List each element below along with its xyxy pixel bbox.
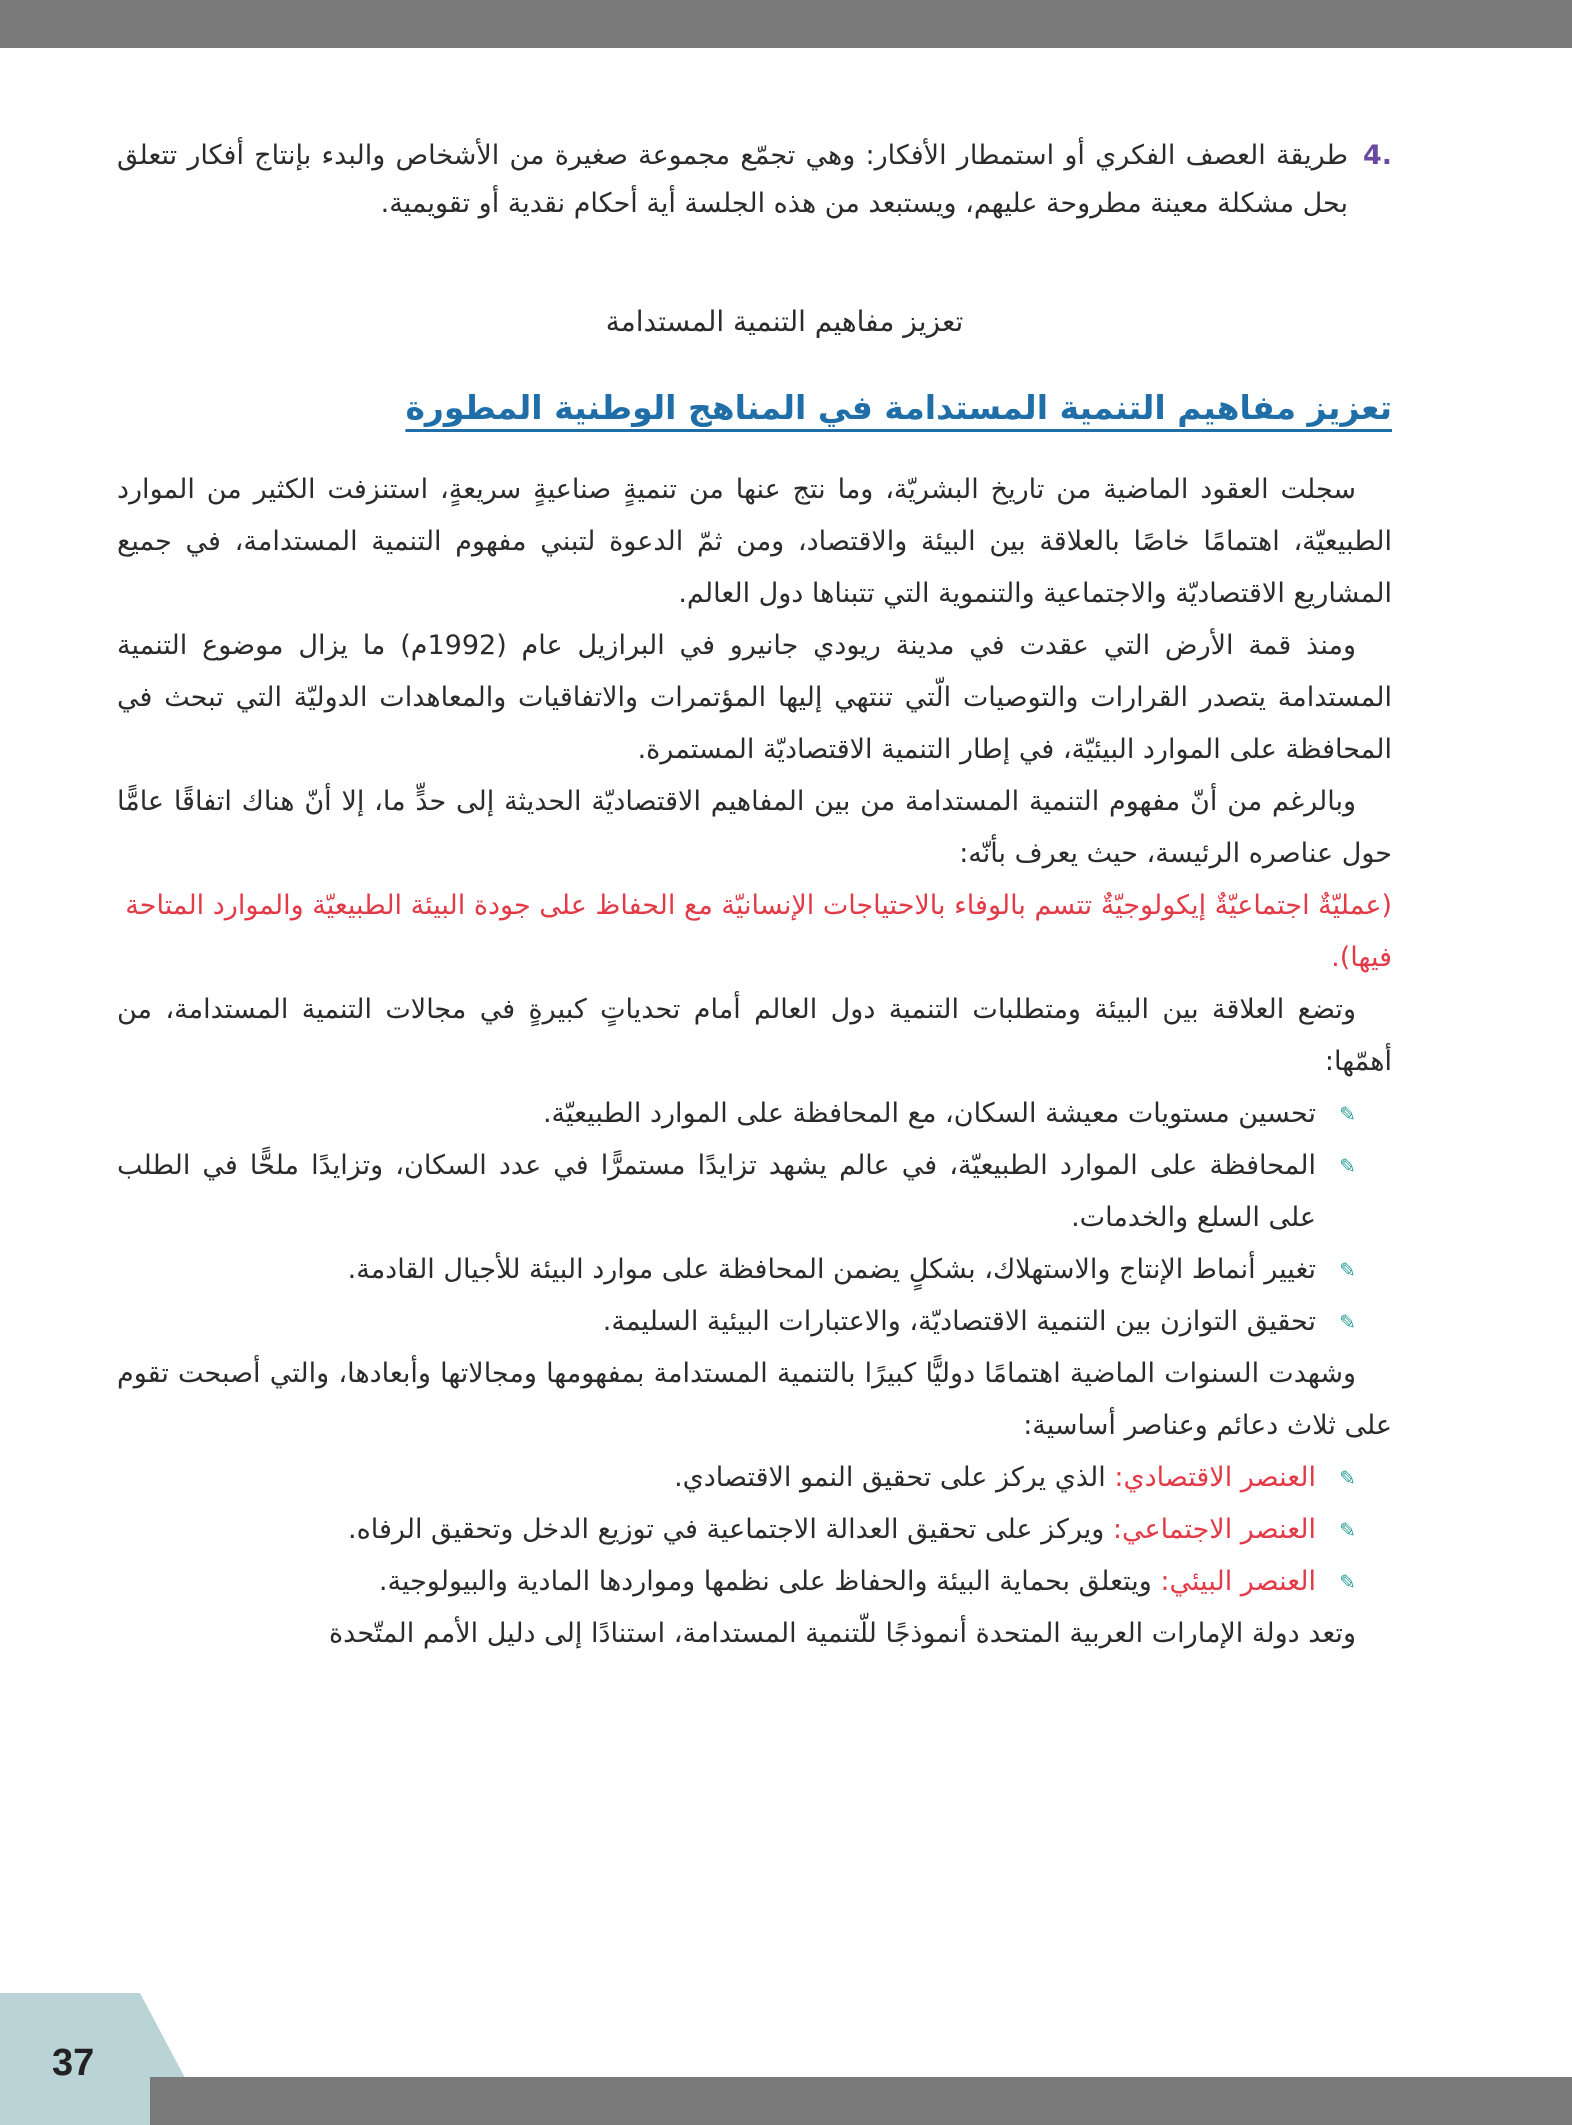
pencil-icon: ✎ xyxy=(1339,1518,1356,1542)
page-content xyxy=(117,132,1392,1660)
list-item-text: المحافظة على الموارد الطبيعيّة، في عالم يشهد تزايدًا مستمرًّا في عدد السكان، وتزايدًا ملحًّا في الطلب على السلع والخدمات. xyxy=(117,1150,1316,1233)
section-subtitle: تعزيز مفاهيم التنمية المستدامة xyxy=(605,305,964,338)
pencil-icon: ✎ xyxy=(1339,1102,1356,1126)
pillar-text: الذي يركز على تحقيق النمو الاقتصادي. xyxy=(674,1462,1115,1493)
list-item-text: تحسين مستويات معيشة السكان، مع المحافظة على الموارد الطبيعيّة. xyxy=(542,1098,1316,1129)
paragraph-3: وبالرغم من أنّ مفهوم التنمية المستدامة من بين المفاهيم الاقتصاديّة الحديثة إلى حدٍّ ما، إلا أنّ هناك اتفاقًا عامًّا حول عناصره الرئيسة، حيث يعرف بأنّه: xyxy=(117,786,1392,869)
paragraph-1: سجلت العقود الماضية من تاريخ البشريّة، وما نتج عنها من تنميةٍ صناعيةٍ سريعةٍ، استنزفت الكثير من الموارد الطبيعيّة، اهتمامًا خاصًا بالعلاقة بين البيئة والاقتصاد، ومن ثمّ الدعوة لتبني مفهوم التنمية المستدامة، في جميع المشاريع الاقتصاديّة والاجتماعية والتنموية التي تتبناها دول العالم. xyxy=(117,474,1392,609)
paragraph-4: وتضع العلاقة بين البيئة ومتطلبات التنمية دول العالم أمام تحدياتٍ كبيرةٍ في مجالات التنمية المستدامة، من أهمّها: xyxy=(117,994,1392,1077)
pillar-label: العنصر البيئي: xyxy=(1160,1566,1316,1597)
pencil-icon: ✎ xyxy=(1339,1466,1356,1490)
list-item xyxy=(117,1556,1356,1608)
definition-quote: (عمليّةٌ اجتماعيّةٌ إيكولوجيّةٌ تتسم بالوفاء بالاحتياجات الإنسانيّة مع الحفاظ على جودة البيئة الطبيعيّة والموارد المتاحة فيها). xyxy=(125,890,1392,973)
pencil-icon: ✎ xyxy=(1339,1310,1356,1334)
bottom-decorative-bar xyxy=(150,2077,1572,2125)
list-item xyxy=(117,1088,1356,1140)
paragraph-6: وتعد دولة الإمارات العربية المتحدة أنموذجًا للّتنمية المستدامة، استنادًا إلى دليل الأمم المتّحدة xyxy=(329,1618,1356,1649)
pencil-icon: ✎ xyxy=(1339,1154,1356,1178)
pillar-label: العنصر الاجتماعي: xyxy=(1112,1514,1316,1545)
section-heading xyxy=(117,384,1392,432)
pillar-text: ويتعلق بحماية البيئة والحفاظ على نظمها ومواردها المادية والبيولوجية. xyxy=(378,1566,1161,1597)
section-heading-text: تعزيز مفاهيم التنمية المستدامة في المناهج الوطنية المطورة xyxy=(405,388,1392,427)
pillar-label: العنصر الاقتصادي: xyxy=(1114,1462,1316,1493)
page-number: 37 xyxy=(52,2042,95,2084)
item-number: .4 xyxy=(1362,140,1392,171)
pencil-icon: ✎ xyxy=(1339,1258,1356,1282)
list-item xyxy=(117,1140,1356,1244)
top-decorative-bar xyxy=(0,0,1572,48)
list-item-text: تحقيق التوازن بين التنمية الاقتصاديّة، والاعتبارات البيئية السليمة. xyxy=(602,1306,1316,1337)
list-item xyxy=(117,1504,1356,1556)
list-item xyxy=(117,1296,1356,1348)
item-4-text: طريقة العصف الفكري أو استمطار الأفكار: وهي تجمّع مجموعة صغيرة من الأشخاص والبدء بإنتاج أفكار تتعلق بحل مشكلة معينة مطروحة عليهم، ويستبعد من هذه الجلسة أية أحكام نقدية أو تقويمية. xyxy=(117,140,1348,219)
paragraph-5: وشهدت السنوات الماضية اهتمامًا دوليًّا كبيرًا بالتنمية المستدامة بمفهومها ومجالاتها وأبعادها، والتي أصبحت تقوم على ثلاث دعائم وعناصر أساسية: xyxy=(117,1358,1392,1441)
pencil-icon: ✎ xyxy=(1339,1570,1356,1594)
paragraph-2: ومنذ قمة الأرض التي عقدت في مدينة ريودي جانيرو في البرازيل عام (1992م) ما يزال موضوع التنمية المستدامة يتصدر القرارات والتوصيات الّتي تنتهي إليها المؤتمرات والاتفاقيات والمعاهدات الدوليّة التي تبحث في المحافظة على الموارد البيئيّة، في إطار التنمية الاقتصاديّة المستمرة. xyxy=(117,630,1392,765)
pillar-text: ويركز على تحقيق العدالة الاجتماعية في توزيع الدخل وتحقيق الرفاه. xyxy=(347,1514,1113,1545)
list-item-text: تغيير أنماط الإنتاج والاستهلاك، بشكلٍ يضمن المحافظة على موارد البيئة للأجيال القادمة. xyxy=(347,1254,1316,1285)
challenges-list xyxy=(117,1088,1392,1348)
numbered-item-4 xyxy=(117,132,1392,228)
list-item xyxy=(117,1244,1356,1296)
list-item xyxy=(117,1452,1356,1504)
pillars-list xyxy=(117,1452,1392,1608)
